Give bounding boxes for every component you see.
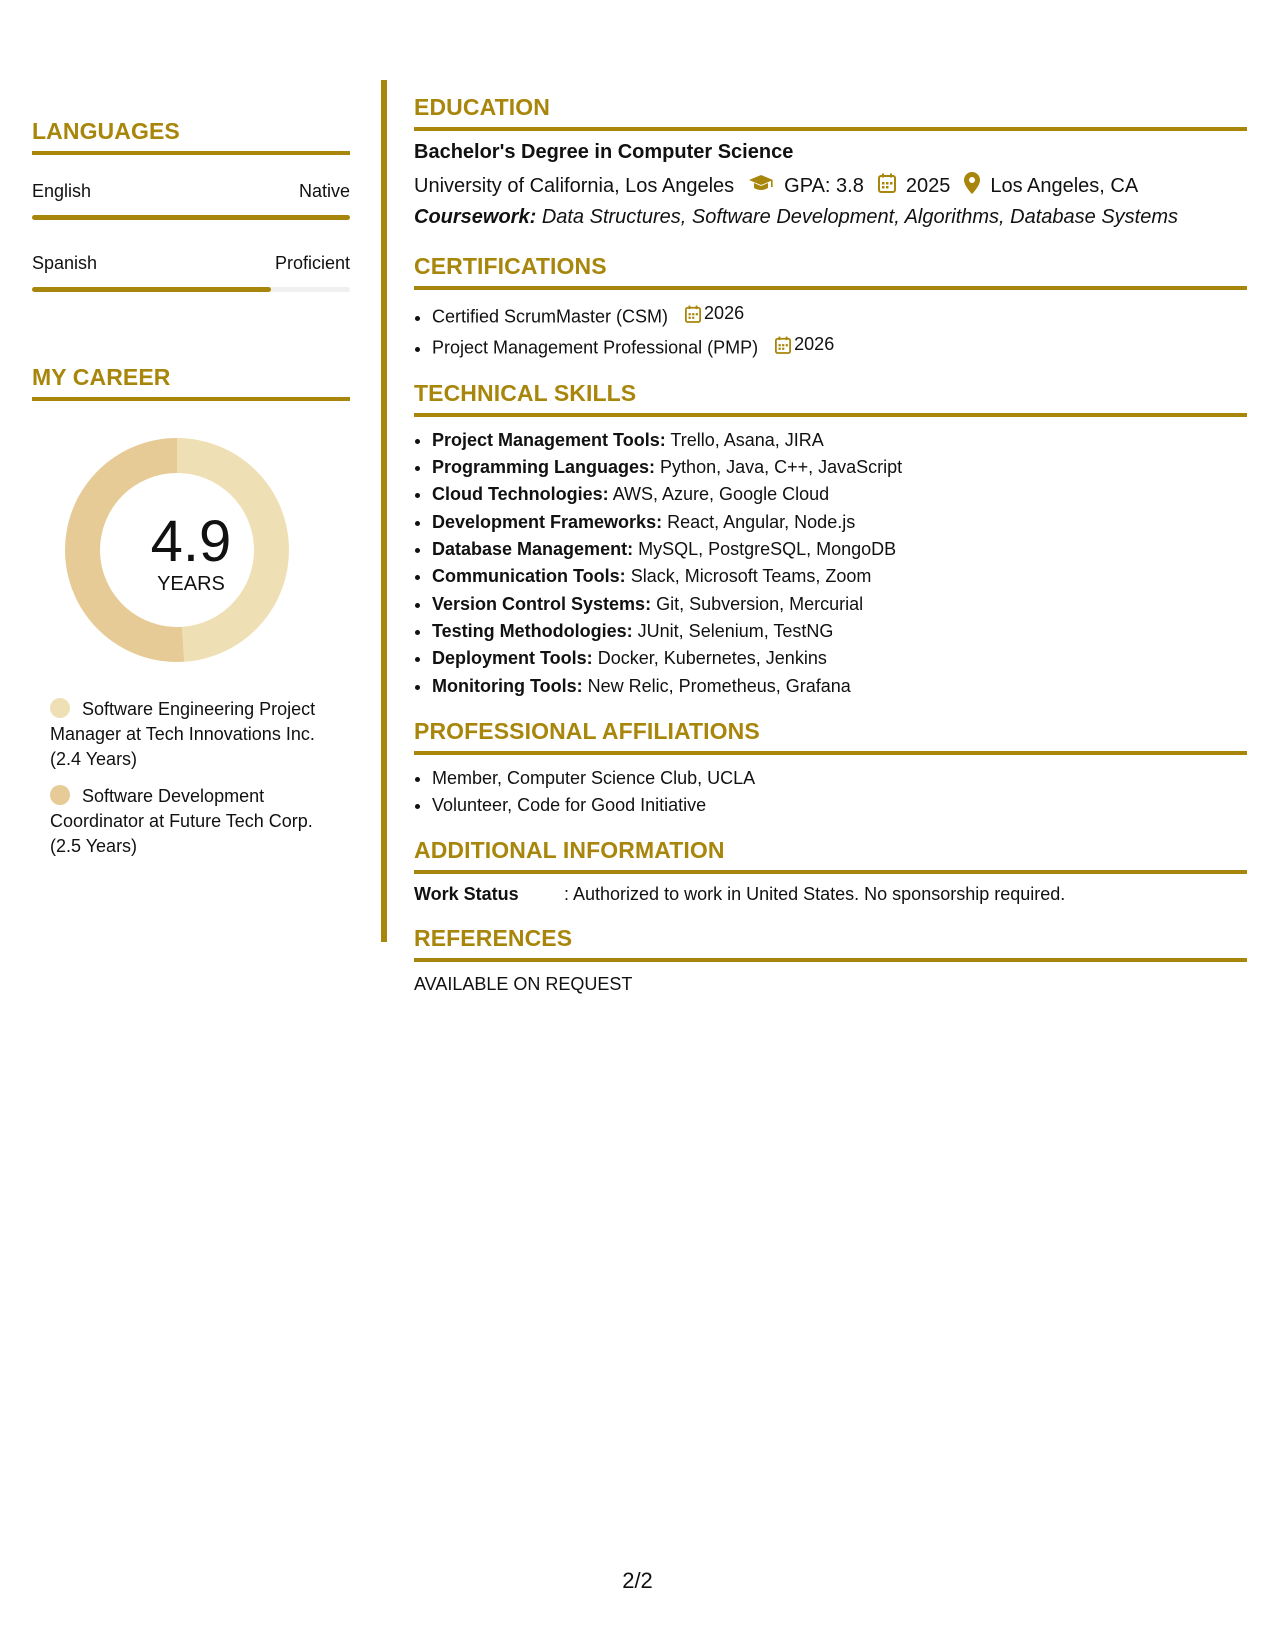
affiliations-list — [414, 765, 1247, 820]
education-school: University of California, Los Angeles — [414, 174, 735, 197]
skill-value: Python, Java, C++, JavaScript — [660, 457, 903, 478]
left-column — [32, 0, 350, 859]
skill-label: Monitoring Tools: — [432, 675, 583, 696]
skill-label: Cloud Technologies: — [432, 484, 609, 505]
career-role-label: Software Engineering Project Manager at Tech Innovations Inc. (2.4 Years) — [50, 699, 316, 769]
skill-value: AWS, Azure, Google Cloud — [612, 484, 830, 505]
education-location: Los Angeles, CA — [990, 174, 1139, 197]
skill-item — [432, 536, 1247, 563]
work-status-value: : Authorized to work in United States. No sponsorship required. — [564, 884, 1066, 905]
career-title: MY CAREER — [32, 364, 350, 401]
language-bar — [32, 215, 350, 220]
skill-value: Slack, Microsoft Teams, Zoom — [630, 566, 872, 587]
career-role-label: Software Development Coordinator at Future Tech Corp. (2.5 Years) — [50, 786, 313, 856]
career-role-dot — [50, 785, 70, 805]
map-pin-icon — [964, 172, 980, 200]
skill-item — [432, 427, 1247, 454]
career-donut — [32, 435, 350, 665]
career-role-dot — [50, 698, 70, 718]
language-bar — [32, 287, 350, 292]
skill-item — [432, 563, 1247, 590]
skills-title: TECHNICAL SKILLS — [414, 380, 1247, 417]
references-text: AVAILABLE ON REQUEST — [414, 974, 633, 995]
skill-value: Docker, Kubernetes, Jenkins — [597, 648, 827, 669]
skill-label: Database Management: — [432, 539, 634, 560]
language-name: Spanish — [32, 253, 98, 273]
skill-label: Project Management Tools: — [432, 429, 666, 450]
column-divider — [381, 80, 387, 942]
coursework-list: Data Structures, Software Development, Algorithms, Database Systems — [541, 206, 1179, 228]
languages-title: LANGUAGES — [32, 118, 350, 155]
career-total-unit: YEARS — [157, 573, 225, 595]
education-title: EDUCATION — [414, 94, 1247, 131]
language-item — [32, 253, 350, 292]
graduation-cap-icon — [748, 174, 774, 198]
calendar-icon — [685, 305, 701, 323]
skill-label: Version Control Systems: — [432, 593, 652, 614]
skill-value: React, Angular, Node.js — [667, 511, 856, 532]
references-title: REFERENCES — [414, 925, 1247, 962]
affiliations-title: PROFESSIONAL AFFILIATIONS — [414, 718, 1247, 755]
skill-label: Programming Languages: — [432, 457, 656, 478]
right-column — [414, 0, 1247, 995]
calendar-icon — [878, 173, 896, 199]
certification-year: 2026 — [704, 303, 745, 323]
skill-label: Communication Tools: — [432, 566, 626, 587]
career-role — [50, 784, 340, 859]
skill-value: Git, Subversion, Mercurial — [656, 593, 864, 614]
skill-item — [432, 509, 1247, 536]
language-bar-fill — [32, 215, 350, 220]
work-status-row — [414, 884, 1247, 905]
language-bar-fill — [32, 287, 271, 292]
career-total-value: 4.9 — [150, 509, 232, 574]
page-number: 2/2 — [622, 1568, 653, 1593]
language-name: English — [32, 181, 92, 201]
skill-item — [432, 645, 1247, 672]
skill-label: Deployment Tools: — [432, 648, 593, 669]
education-coursework — [414, 206, 1247, 229]
education-gpa: GPA: 3.8 — [784, 174, 864, 197]
skill-label: Testing Methodologies: — [432, 620, 633, 641]
skill-item — [432, 454, 1247, 481]
skills-list — [414, 427, 1247, 700]
certification-item — [432, 300, 1247, 331]
skill-item — [432, 618, 1247, 645]
affiliation-item: • Volunteer, Code for Good Initiative — [432, 792, 1247, 819]
skill-value: JUnit, Selenium, TestNG — [637, 620, 834, 641]
certification-item — [432, 331, 1247, 362]
calendar-icon — [775, 336, 791, 354]
coursework-label: Coursework: — [414, 206, 537, 228]
language-item — [32, 181, 350, 220]
certifications-title: CERTIFICATIONS — [414, 253, 1247, 290]
language-level: Proficient — [274, 253, 350, 273]
skill-value: MySQL, PostgreSQL, MongoDB — [638, 539, 897, 560]
language-level: Native — [298, 181, 350, 201]
skill-value: Trello, Asana, JIRA — [670, 429, 824, 450]
education-year: 2025 — [905, 174, 951, 197]
certification-name: Project Management Professional (PMP) — [432, 337, 759, 358]
skill-label: Development Frameworks: — [432, 511, 663, 532]
career-role — [50, 697, 340, 772]
certification-year: 2026 — [794, 333, 835, 354]
certifications-list — [414, 300, 1247, 362]
education-degree: Bachelor's Degree in Computer Science — [414, 141, 794, 163]
skill-item — [432, 591, 1247, 618]
certification-name: Certified ScrumMaster (CSM) — [432, 306, 669, 327]
additional-info-title: ADDITIONAL INFORMATION — [414, 837, 1247, 874]
skill-value: New Relic, Prometheus, Grafana — [587, 675, 851, 696]
education-meta — [414, 172, 1247, 200]
affiliation-item: • Member, Computer Science Club, UCLA — [432, 765, 1247, 792]
skill-item — [432, 673, 1247, 700]
skill-item — [432, 481, 1247, 508]
work-status-label: Work Status — [414, 884, 519, 905]
